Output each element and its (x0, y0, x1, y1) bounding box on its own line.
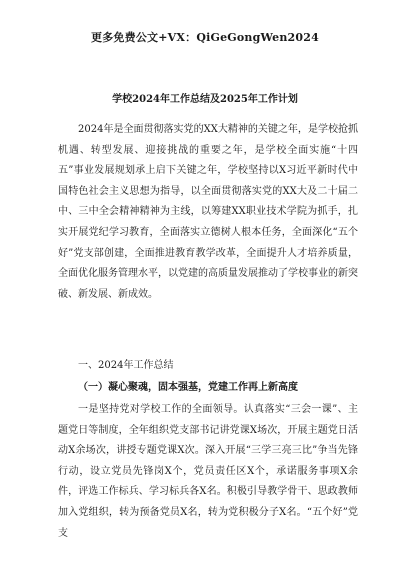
subsection-heading: （一）凝心聚魂，固本强基，党建工作再上新高度 (78, 382, 298, 393)
intro-paragraph: 2024年是全面贯彻落实党的XX大精神的关键之年，是学校抢抓机遇、转型发展、迎接挑战的重要之年，是学校全面实施“十四五”事业发展规划承上启下关键之年，学校坚持以X习近平新时代中国特色社会主义思想为指导，以全面贯彻落实党的XX大及二十届二中、三中全会精神精神为主线，以筹建XX职业技术学院为抓手，扎实开展党纪学习教育，全面落实立德树人根本任务，全面深化“五个好”党支部创建，全面推进教育教学改革，全面提升人才培养质量，全面优化服务管理水平，以党建的高质量发展推动了学校事业的新突破、新发展、新成效。 (58, 124, 358, 300)
body-paragraph: 一是坚持党对学校工作的全面领导。认真落实“三会一课”、主题党日等制度，全年组织党支部书记讲党课X场次，开展主题党日活动X余场次，讲授专题党课X次。深入开展“三学三亮三比”争当先锋行动，设立党员先锋岗X个，党员责任区X个，承诺服务事项X余件，评选工作标兵、学习标兵各X名。积极引导教学骨干、思政教师加入党组织，转为预备党员X名，转为党积极分子X名。“五个好”党支 (58, 404, 358, 539)
document-title: 学校2024年工作总结及2025年工作计划 (112, 94, 298, 105)
section-heading: 一、2024年工作总结 (78, 360, 174, 371)
promo-header: 更多免费公文+VX：QiGeGongWen2024 (91, 31, 319, 44)
